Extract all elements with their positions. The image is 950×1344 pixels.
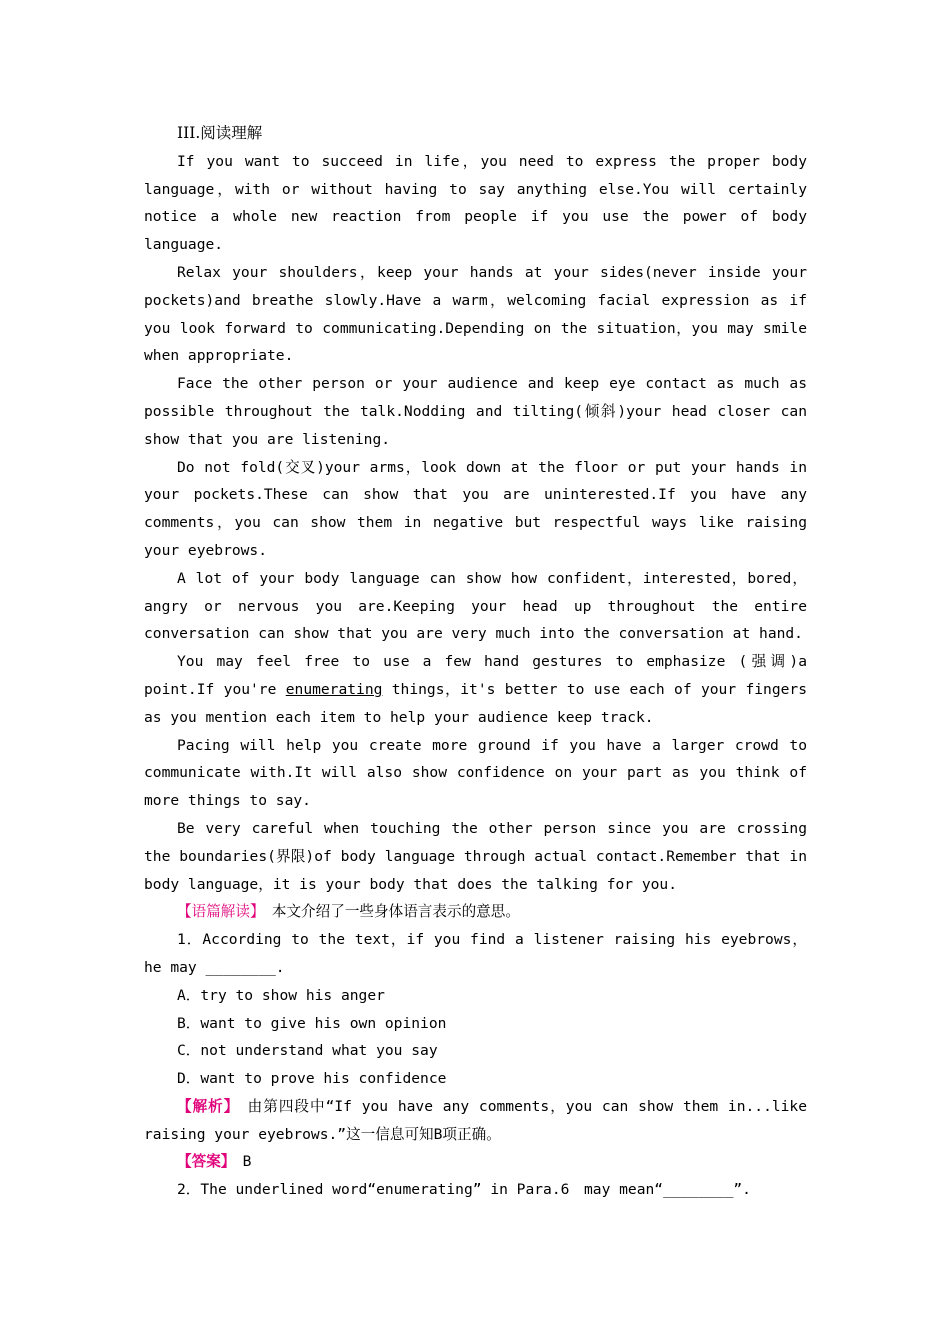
question-1-answer (144, 1148, 807, 1176)
analysis-text: 本文介绍了一些身体语言表示的意思。 (257, 903, 520, 921)
paragraph-6-text-before: You may feel free to use a few hand gestures to emphasize (强调)a point.If you're (144, 653, 807, 698)
passage-paragraph-1: If you want to succeed in life，you need to express the proper body language，with or without having to say anything else.You will certainly notice a whole new reaction from people if you use the power of body language. (144, 152, 807, 254)
question-1-option-b: B．want to give his own opinion (177, 1014, 447, 1032)
answer-text: B (228, 1153, 252, 1171)
section-heading: III.阅读理解 (177, 124, 263, 142)
passage-paragraph-7: Pacing will help you create more ground if you have a larger crowd to communicate with.It will also show confidence on your part as you think of more things to say. (144, 736, 807, 810)
passage-paragraph-8: Be very careful when touching the other person since you are crossing the boundaries(界限)of body language through actual contact.Remember that in body language，it is your body that does the talking for you. (144, 819, 807, 893)
passage-paragraph-6 (144, 648, 807, 731)
question-1-option-d: D．want to prove his confidence (177, 1070, 447, 1088)
passage-paragraph-4: Do not fold(交叉)your arms，look down at the floor or put your hands in your pockets.These can show that you are uninterested.If you have any comments，you can show them in negative but respectful ways like raising your eyebrows. (144, 458, 807, 559)
question-1-option-c: C．not understand what you say (177, 1042, 438, 1060)
discourse-analysis (144, 898, 807, 926)
question-1-option-a: A．try to show his anger (177, 986, 385, 1004)
passage-paragraph-3: Face the other person or your audience and keep eye contact as much as possible throughout the talk.Nodding and tilting(倾斜)your head closer can show that you are listening. (144, 375, 807, 448)
analysis-tag: 【语篇解读】 (177, 903, 258, 921)
question-1-explanation (144, 1093, 807, 1149)
underlined-word: enumerating (285, 680, 383, 698)
explanation-text: 由第四段中“If you have any comments，you can show them in...like raising your eyebrows.”这一信息可知B项正确。 (144, 1097, 808, 1143)
question-2-stem: 2．The underlined word“enumerating” in Para.6 may mean“________”. (177, 1181, 751, 1199)
paragraph-6-text-after: things，it's better to use each of your fingers as you mention each item to help your audience keep track. (144, 680, 807, 726)
passage-paragraph-5: A lot of your body language can show how confident，interested，bored，angry or nervous you are.Keeping your head up throughout the entire conversation can show that you are very much into the conversation at hand. (144, 569, 807, 643)
explanation-tag: 【解析】 (177, 1097, 233, 1115)
answer-tag: 【答案】 (177, 1153, 229, 1171)
passage-paragraph-2: Relax your shoulders，keep your hands at your sides(never inside your pockets)and breathe slowly.Have a warm，welcoming facial expression as if you look forward to communicating.Depending on the situation，you may smile when appropriate. (144, 263, 807, 365)
question-1-stem: 1．According to the text，if you find a listener raising his eyebrows，he may ________. (144, 931, 807, 976)
